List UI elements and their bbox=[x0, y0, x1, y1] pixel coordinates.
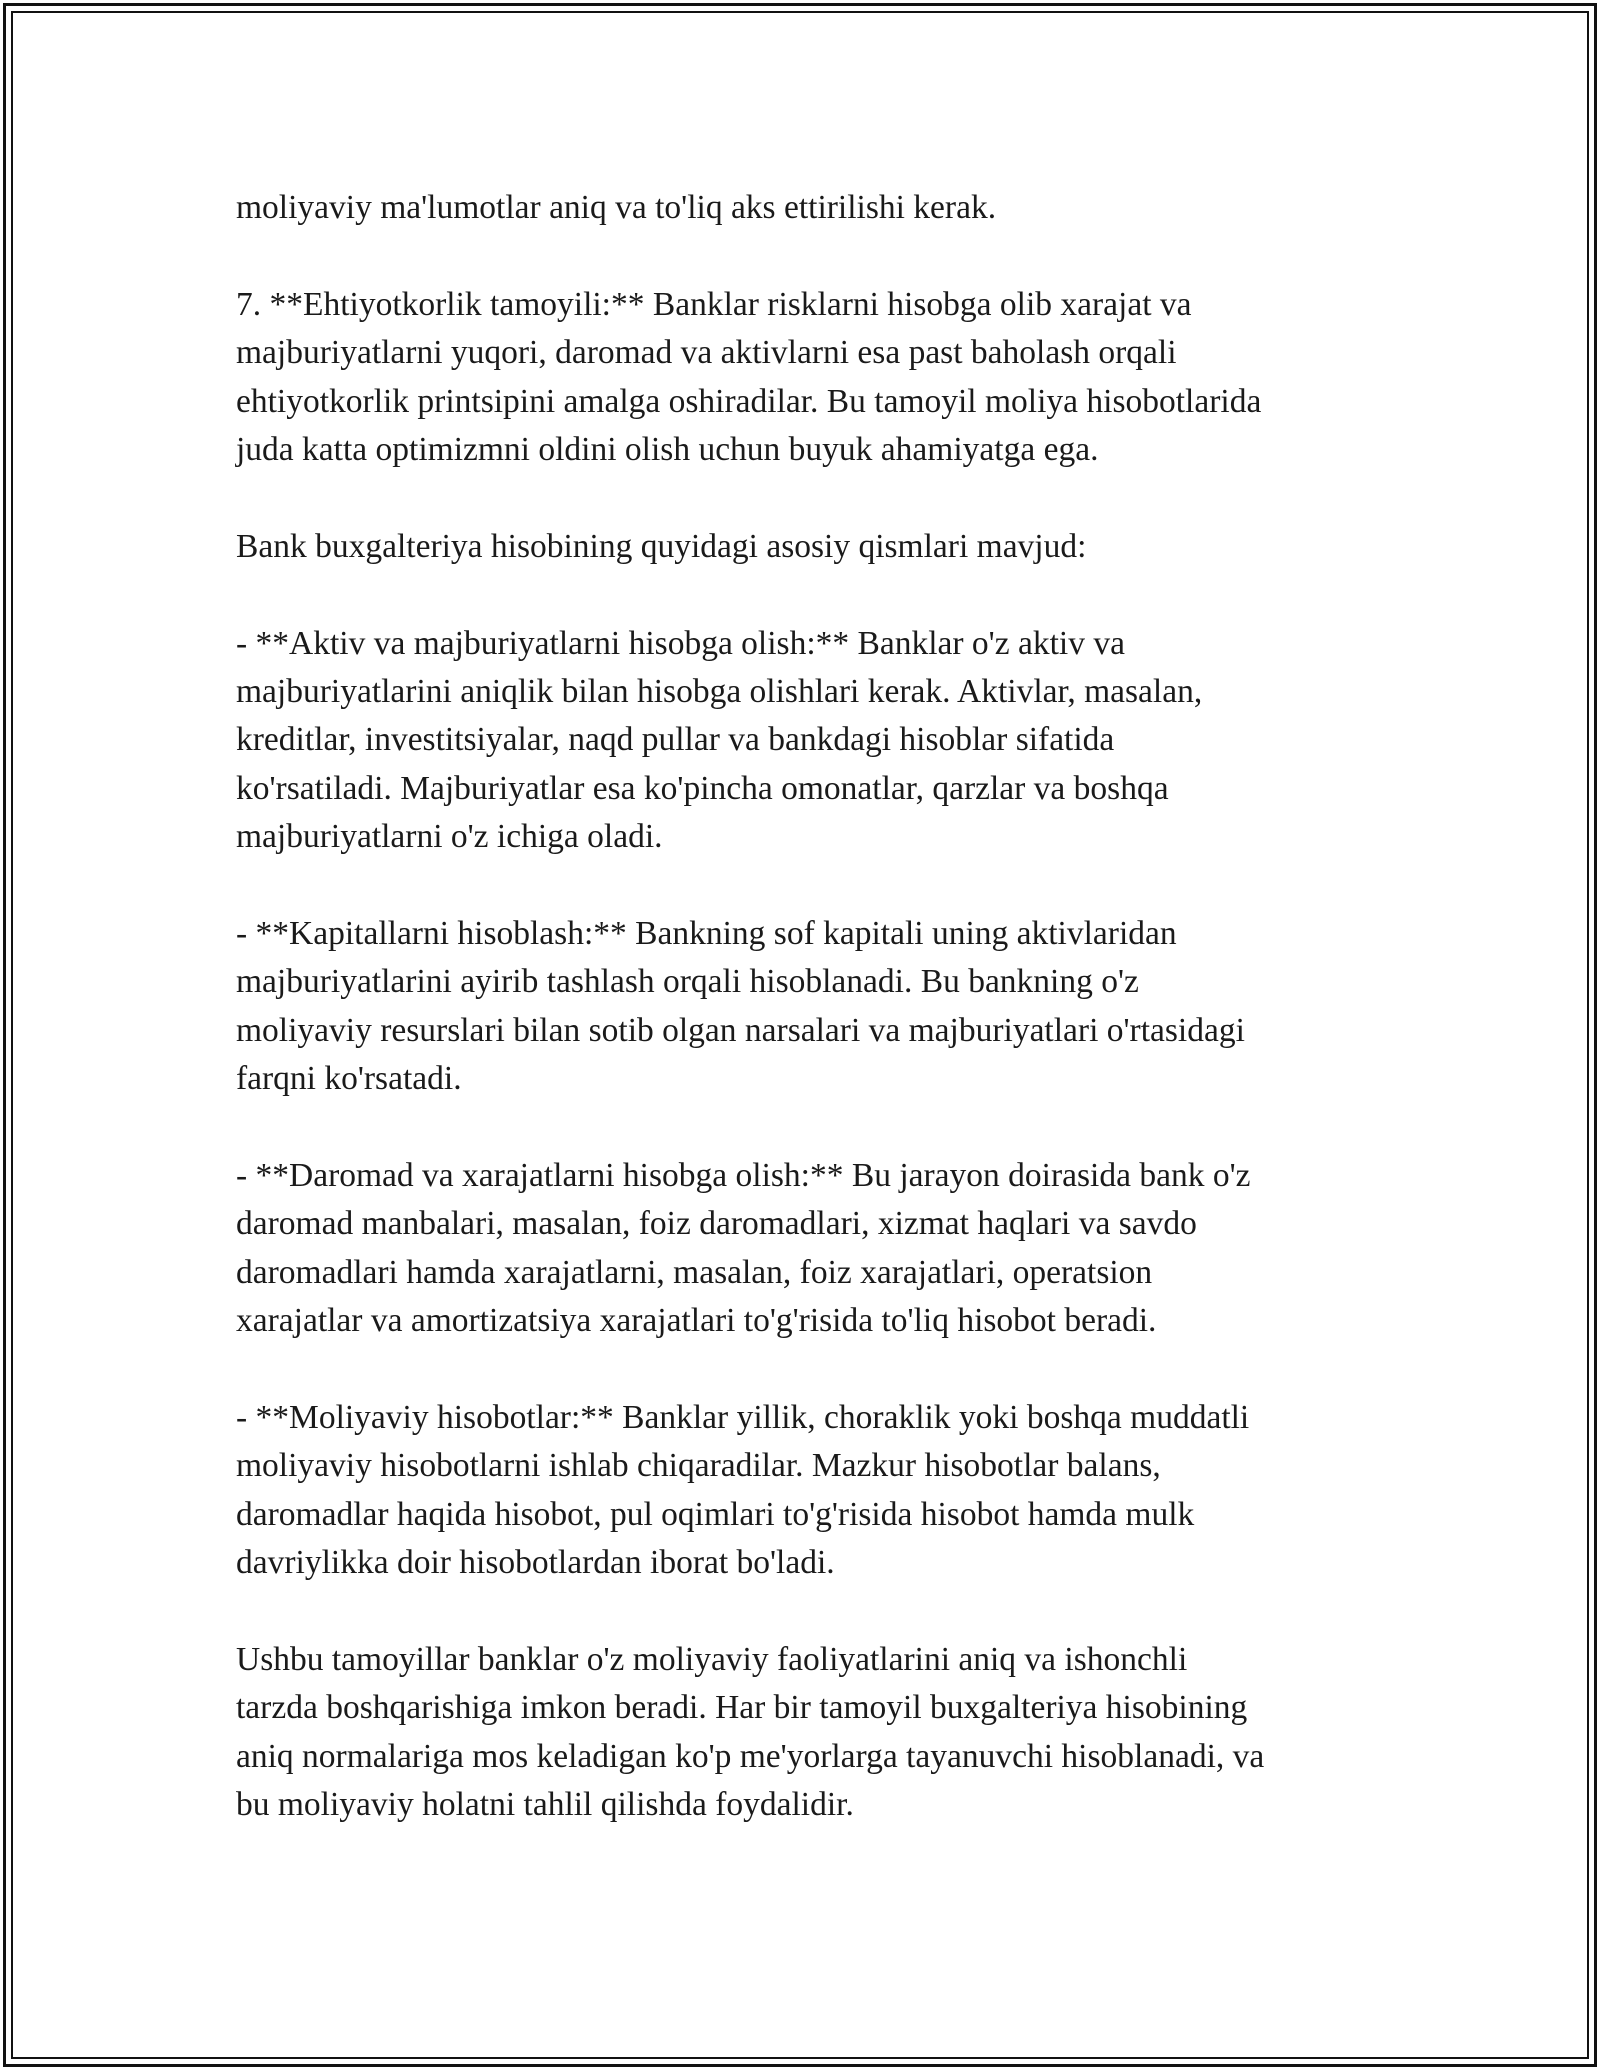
paragraph-continuation: moliyaviy ma'lumotlar aniq va to'liq aks ettirilishi kerak. bbox=[236, 189, 997, 226]
list-item-capital-calculation: - **Kapitallarni hisoblash:** Bankning sof kapitali uning aktivlaridan majburiyatlarini ayirib tashlash orqali hisoblanadi. Bu bankning o'z moliyaviy resurslari bilan sotib olgan narsalari va majburiyatlari o'rtasidagi farqni ko'rsatadi. bbox=[236, 915, 1245, 1098]
paragraph-prudence-principle: 7. **Ehtiyotkorlik tamoyili:** Banklar risklarni hisobga olib xarajat va majburiyatlarni yuqori, daromad va aktivlarni esa past baholash orqali ehtiyotkorlik printsipini amalga oshiradilar. Bu tamoyil moliya hisobotlarida juda katta optimizmni oldini olish uchun buyuk ahamiyatga ega. bbox=[236, 285, 1262, 469]
list-item-income-expenses: - **Daromad va xarajatlarni hisobga olish:** Bu jarayon doirasida bank o'z daromad manbalari, masalan, foiz daromadlari, xizmat haqlari va savdo daromadlari hamda xarajatlarni, masalan, foiz xarajatlari, operatsion xarajatlar va amortizatsiya xarajatlari to'g'risida to'liq hisobot beradi. bbox=[236, 1157, 1251, 1340]
list-item-financial-statements: - **Moliyaviy hisobotlar:** Banklar yillik, choraklik yoki boshqa muddatli moliyaviy hisobotlarni ishlab chiqaradilar. Mazkur hisobotlar balans, daromadlar haqida hisobot, pul oqimlari to'g'risida hisobot hamda mulk davriylikka doir hisobotlardan iborat bo'ladi. bbox=[236, 1399, 1250, 1582]
list-item-assets-liabilities: - **Aktiv va majburiyatlarni hisobga olish:** Banklar o'z aktiv va majburiyatlarini aniqlik bilan hisobga olishlari kerak. Aktivlar, masalan, kreditlar, investitsiyalar, naqd pullar va bankdagi hisoblar sifatida ko'rsatiladi. Majburiyatlar esa ko'pincha omonatlar, qarzlar va boshqa majburiyatlarni o'z ichiga oladi. bbox=[236, 624, 1203, 856]
paragraph-conclusion: Ushbu tamoyillar banklar o'z moliyaviy faoliyatlarini aniq va ishonchli tarzda boshqarishiga imkon beradi. Har bir tamoyil buxgalteriya hisobining aniq normalariga mos keladigan ko'p me'yorlarga tayanuvchi hisoblanadi, va bu moliyaviy holatni tahlil qilishda foydalidir. bbox=[236, 1641, 1265, 1824]
document-body bbox=[236, 184, 1376, 1830]
paragraph-main-parts-intro: Bank buxgalteriya hisobining quyidagi asosiy qismlari mavjud: bbox=[236, 527, 1087, 565]
